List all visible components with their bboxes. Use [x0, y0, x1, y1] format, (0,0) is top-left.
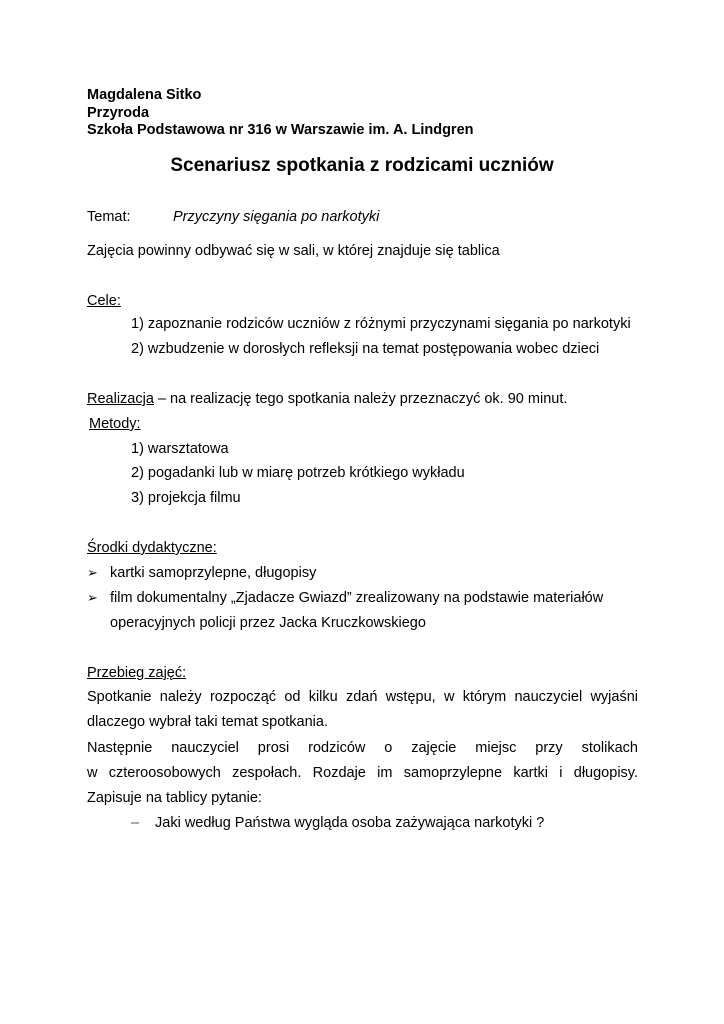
course-line: Spotkanie należy rozpocząć od kilku zdań wstępu, w którym nauczyciel wyjaśni	[87, 689, 638, 705]
course-line: dlaczego wybrał taki temat spotkania.	[87, 714, 328, 730]
course-heading: Przebieg zajęć:	[87, 665, 187, 681]
goal-item: 1) zapoznanie rodziców uczniów z różnymi przyczynami sięgania po narkotyki	[131, 316, 631, 332]
dash-bullet-icon: –	[131, 815, 140, 831]
materials-heading: Środki dydaktyczne:	[87, 540, 217, 556]
course-line: Zapisuje na tablicy pytanie:	[87, 790, 262, 806]
method-item: 2) pogadanki lub w miarę potrzeb krótkiego wykładu	[131, 465, 465, 481]
realization-text: – na realizację tego spotkania należy przeznaczyć ok. 90 minut.	[153, 391, 568, 407]
goal-item: 2) wzbudzenie w dorosłych refleksji na temat postępowania wobec dzieci	[131, 341, 600, 357]
methods-heading: Metody:	[89, 416, 141, 432]
material-item: kartki samoprzylepne, długopisy	[110, 565, 317, 581]
topic-label: Temat:	[87, 209, 131, 225]
course-line: w czteroosobowych zespołach. Rozdaje im samoprzylepne kartki i długopisy.	[87, 765, 638, 781]
course-question: Jaki według Państwa wygląda osoba zażywająca narkotyki ?	[155, 815, 545, 831]
room-note: Zajęcia powinny odbywać się w sali, w której znajduje się tablica	[87, 243, 500, 259]
course-line: Następnie nauczyciel prosi rodziców o zajęcie miejsc przy stolikach	[87, 740, 638, 756]
realization-paragraph	[87, 390, 567, 408]
school-name: Szkoła Podstawowa nr 316 w Warszawie im. A. Lindgren	[87, 122, 474, 138]
realization-heading: Realizacja	[87, 391, 154, 407]
goals-heading: Cele:	[87, 293, 121, 309]
material-item-continuation: operacyjnych policji przez Jacka Kruczkowskiego	[110, 615, 426, 631]
arrow-bullet-icon: ➢	[87, 590, 98, 605]
arrow-bullet-icon: ➢	[87, 565, 98, 580]
topic-value: Przyczyny sięgania po narkotyki	[173, 209, 380, 225]
method-item: 1) warsztatowa	[131, 441, 229, 457]
page-title: Scenariusz spotkania z rodzicami uczniów	[170, 155, 554, 176]
author-name: Magdalena Sitko	[87, 87, 202, 103]
subject-name: Przyroda	[87, 105, 150, 121]
material-item: film dokumentalny „Zjadacze Gwiazd” zrealizowany na podstawie materiałów	[110, 590, 604, 606]
method-item: 3) projekcja filmu	[131, 490, 241, 506]
